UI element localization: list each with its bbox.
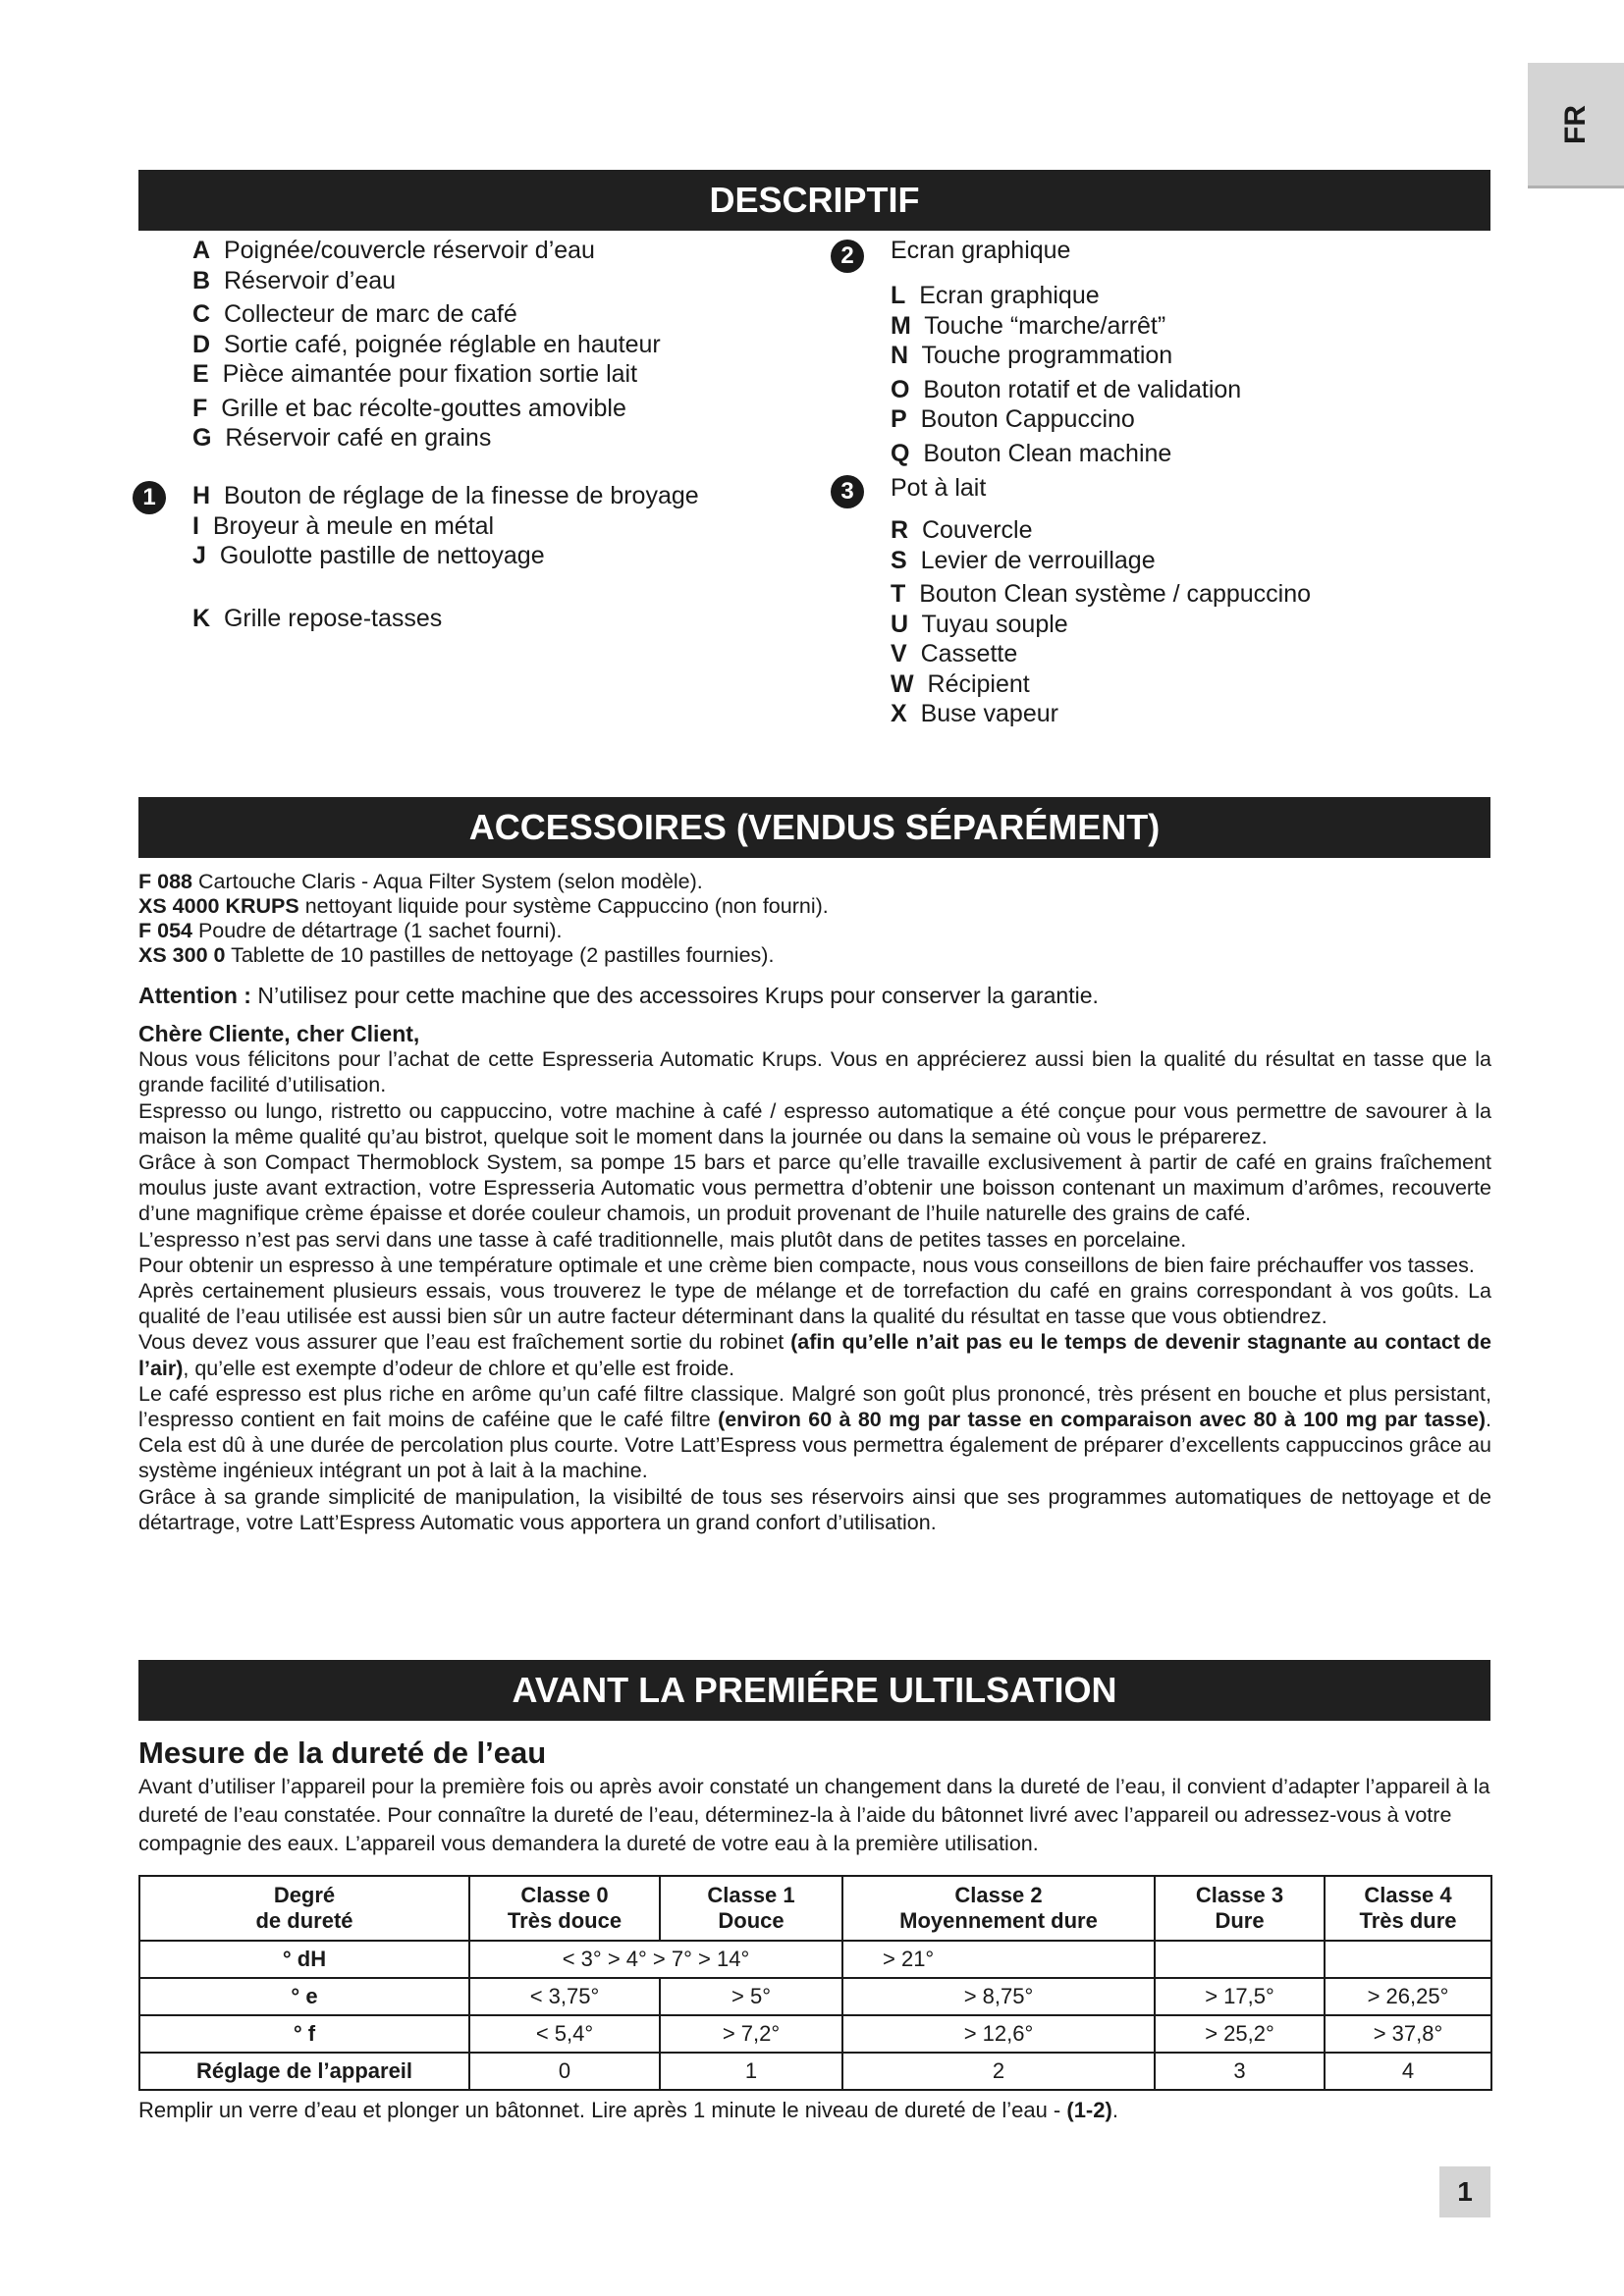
water-hardness-paragraph: Avant d’utiliser l’appareil pour la première fois ou après avoir constaté un changement dans la dureté de l’eau, il convient d’adapter l’appareil à la dureté de l’eau constatée. Pour connaître la dureté de l’eau, déterminez-la à l’aide du bâtonnet livré avec l’appareil ou adressez-vous à votre compagnie des eaux. L’appareil vous demandera la dureté de votre eau à la première utilisation. [138, 1775, 1490, 1855]
table-row [139, 2053, 1491, 2090]
table-cell [1155, 1941, 1325, 1978]
list-item: X Buse vapeur [891, 700, 1058, 727]
table-header: Classe 3 Dure [1155, 1876, 1325, 1941]
accessory-item: F 088 Cartouche Claris - Aqua Filter System (selon modèle). [138, 870, 703, 893]
table-cell: ° e [139, 1978, 469, 2015]
paragraph: Espresso ou lungo, ristretto ou cappuccino, votre machine à café / espresso automatique a été conçue pour vous permettre de savourer à la maison la même qualité qu’au bistrot, quelque soit le moment dans la journée ou dans la semaine où vous le préparerez. [138, 1098, 1491, 1148]
table-cell: 4 [1325, 2053, 1491, 2090]
list-item: M Touche “marche/arrêt” [891, 311, 1166, 340]
paragraph: Grâce à sa grande simplicité de manipulation, la visibilté de tous ses réservoirs ainsi que ses programmes automatiques de nettoyage et de détartrage, votre Latt’Espress Automatic vous apportera un grand confort d’utilisation. [138, 1484, 1491, 1534]
table-header: Classe 0 Très douce [469, 1876, 660, 1941]
list-item: G Réservoir café en grains [192, 424, 492, 452]
attention-note: Attention : N’utilisez pour cette machine que des accessoires Krups pour conserver la garantie. [138, 983, 1099, 1008]
paragraph: Nous vous félicitons pour l’achat de cette Espresseria Automatic Krups. Vous en apprécierez aussi bien la qualité du résultat en tasse que la grande facilité d’utilisation. [138, 1047, 1491, 1097]
list-item: B Réservoir d’eau [192, 266, 397, 294]
table-header-row [139, 1876, 1491, 1941]
table-cell: > 5° [660, 1978, 842, 2015]
paragraph: Le café espresso est plus riche en arôme qu’un café filtre classique. Malgré son goût plus prononcé, très présent en bouche et plus persistant, l’espresso contient en fait moins de caféine que le café filtre (environ 60 à 80 mg par tasse en comparaison avec 80 à 100 mg par tasse). Cela est dû à une durée de percolation plus courte. Votre Latt’Espress vous permettra également de préparer d’excellents cappuccinos grâce au système ingénieux intégrant un pot à lait à la machine. [138, 1381, 1492, 1483]
intro-text [138, 1021, 1491, 1535]
list-item: N Touche programmation [891, 342, 1173, 369]
table-cell: < 3,75° [469, 1978, 660, 2015]
table-header: Classe 2 Moyennement dure [842, 1876, 1155, 1941]
table-header: Classe 1 Douce [660, 1876, 842, 1941]
group-1-badge: 1 [133, 481, 166, 514]
list-item: C Collecteur de marc de café [192, 300, 517, 328]
table-cell: ° f [139, 2015, 469, 2053]
list-item: J Goulotte pastille de nettoyage [192, 542, 545, 569]
list-item: K Grille repose-tasses [192, 605, 443, 632]
table-row [139, 2015, 1491, 2053]
list-item: Q Bouton Clean machine [891, 439, 1172, 467]
table-cell: < 3° > 4° > 7° > 14° [469, 1941, 842, 1978]
table-cell: 2 [842, 2053, 1155, 2090]
table-row [139, 1978, 1491, 2015]
section-accessoires: ACCESSOIRES (VENDUS SÉPARÉMENT) [138, 797, 1490, 858]
list-item: E Pièce aimantée pour fixation sortie lait [192, 360, 638, 388]
table-cell [1325, 1941, 1491, 1978]
list-item: L Ecran graphique [891, 282, 1100, 309]
list-item: W Récipient [891, 669, 1030, 698]
item-list-group-1 [192, 481, 699, 571]
list-item: A Poignée/couvercle réservoir d’eau [192, 237, 595, 264]
accessory-item: XS 4000 KRUPS nettoyant liquide pour système Cappuccino (non fourni). [138, 894, 829, 918]
group-3-title: Pot à lait [891, 474, 987, 502]
section-avant: AVANT LA PREMIÉRE ULTILSATION [138, 1660, 1490, 1721]
table-cell: > 17,5° [1155, 1978, 1325, 2015]
table-cell: Réglage de l’appareil [139, 2053, 469, 2090]
table-cell: 1 [660, 2053, 842, 2090]
footnote: Remplir un verre d’eau et plonger un bâtonnet. Lire après 1 minute le niveau de dureté de l’eau - (1-2). [138, 2098, 1118, 2122]
greeting: Chère Cliente, cher Client, [138, 1021, 420, 1046]
paragraph: Pour obtenir un espresso à une température optimale et une crème bien compacte, nous vous conseillons de bien faire préchauffer vos tasses. [138, 1253, 1475, 1277]
table-cell: > 25,2° [1155, 2015, 1325, 2053]
paragraph: L’espresso n’est pas servi dans une tasse à café traditionnelle, mais plutôt dans de petites tasses en porcelaine. [138, 1227, 1187, 1252]
paragraph: Vous devez vous assurer que l’eau est fraîchement sortie du robinet (afin qu’elle n’ait pas eu le temps de devenir stagnante au contact de l’air), qu’elle est exempte d’odeur de chlore et qu’elle est froide. [138, 1330, 1491, 1380]
group-3-badge: 3 [831, 475, 864, 508]
list-item: S Levier de verrouillage [891, 546, 1156, 574]
list-item: H Bouton de réglage de la finesse de broyage [192, 482, 699, 509]
list-item: I Broyeur à meule en métal [192, 511, 495, 540]
list-item: O Bouton rotatif et de validation [891, 375, 1242, 403]
item-list-group-3 [891, 515, 1311, 729]
list-item: V Cassette [891, 640, 1018, 667]
table-cell: > 7,2° [660, 2015, 842, 2053]
paragraph: Grâce à son Compact Thermoblock System, sa pompe 15 bars et parce qu’elle travaille exclusivement à partir de café en grains fraîchement moulus juste avant extraction, votre Espresseria Automatic vous permettra d’obtenir une boisson contenant un maximum d’arômes, recouverte d’une magnifique crème épaisse et dorée couleur chamois, un produit provenant de l’huile naturelle des grains de café. [138, 1150, 1491, 1226]
table-row [139, 1941, 1491, 1978]
list-item: F Grille et bac récolte-gouttes amovible [192, 394, 626, 422]
water-hardness-heading: Mesure de la dureté de l’eau [138, 1735, 547, 1770]
group-2-title: Ecran graphique [891, 237, 1071, 264]
table-cell: > 8,75° [842, 1978, 1155, 2015]
item-list-group-2 [891, 281, 1241, 468]
list-item: U Tuyau souple [891, 610, 1068, 638]
table-cell: > 26,25° [1325, 1978, 1491, 2015]
paragraph: Après certainement plusieurs essais, vous trouverez le type de mélange et de torrefaction du café en grains correspondant à vos goûts. La qualité de l’eau utilisée est aussi bien sûr un autre facteur déterminant dans la qualité du résultat en tasse que vous obtiendrez. [138, 1279, 1491, 1329]
hardness-table [138, 1875, 1492, 2091]
list-item: D Sortie café, poignée réglable en hauteur [192, 330, 661, 358]
list-item: P Bouton Cappuccino [891, 405, 1135, 433]
accessory-item: XS 300 0 Tablette de 10 pastilles de nettoyage (2 pastilles fournies). [138, 943, 775, 967]
table-cell: 3 [1155, 2053, 1325, 2090]
table-header: Degré de dureté [139, 1876, 469, 1941]
accessories-list [138, 870, 1493, 968]
group-2-badge: 2 [831, 240, 864, 273]
page-number: 1 [1439, 2166, 1490, 2217]
item-list-left [192, 236, 661, 454]
list-item: T Bouton Clean système / cappuccino [891, 580, 1312, 608]
table-cell: < 5,4° [469, 2015, 660, 2053]
table-cell: > 37,8° [1325, 2015, 1491, 2053]
item-k [192, 604, 442, 634]
table-cell: ° dH [139, 1941, 469, 1978]
table-cell: > 21° [842, 1941, 1155, 1978]
table-cell: > 12,6° [842, 2015, 1155, 2053]
table-cell: 0 [469, 2053, 660, 2090]
section-descriptif: DESCRIPTIF [138, 170, 1490, 231]
table-header: Classe 4 Très dure [1325, 1876, 1491, 1941]
accessory-item: F 054 Poudre de détartrage (1 sachet fourni). [138, 919, 563, 942]
list-item: R Couvercle [891, 516, 1033, 544]
language-tab: FR [1528, 63, 1624, 188]
